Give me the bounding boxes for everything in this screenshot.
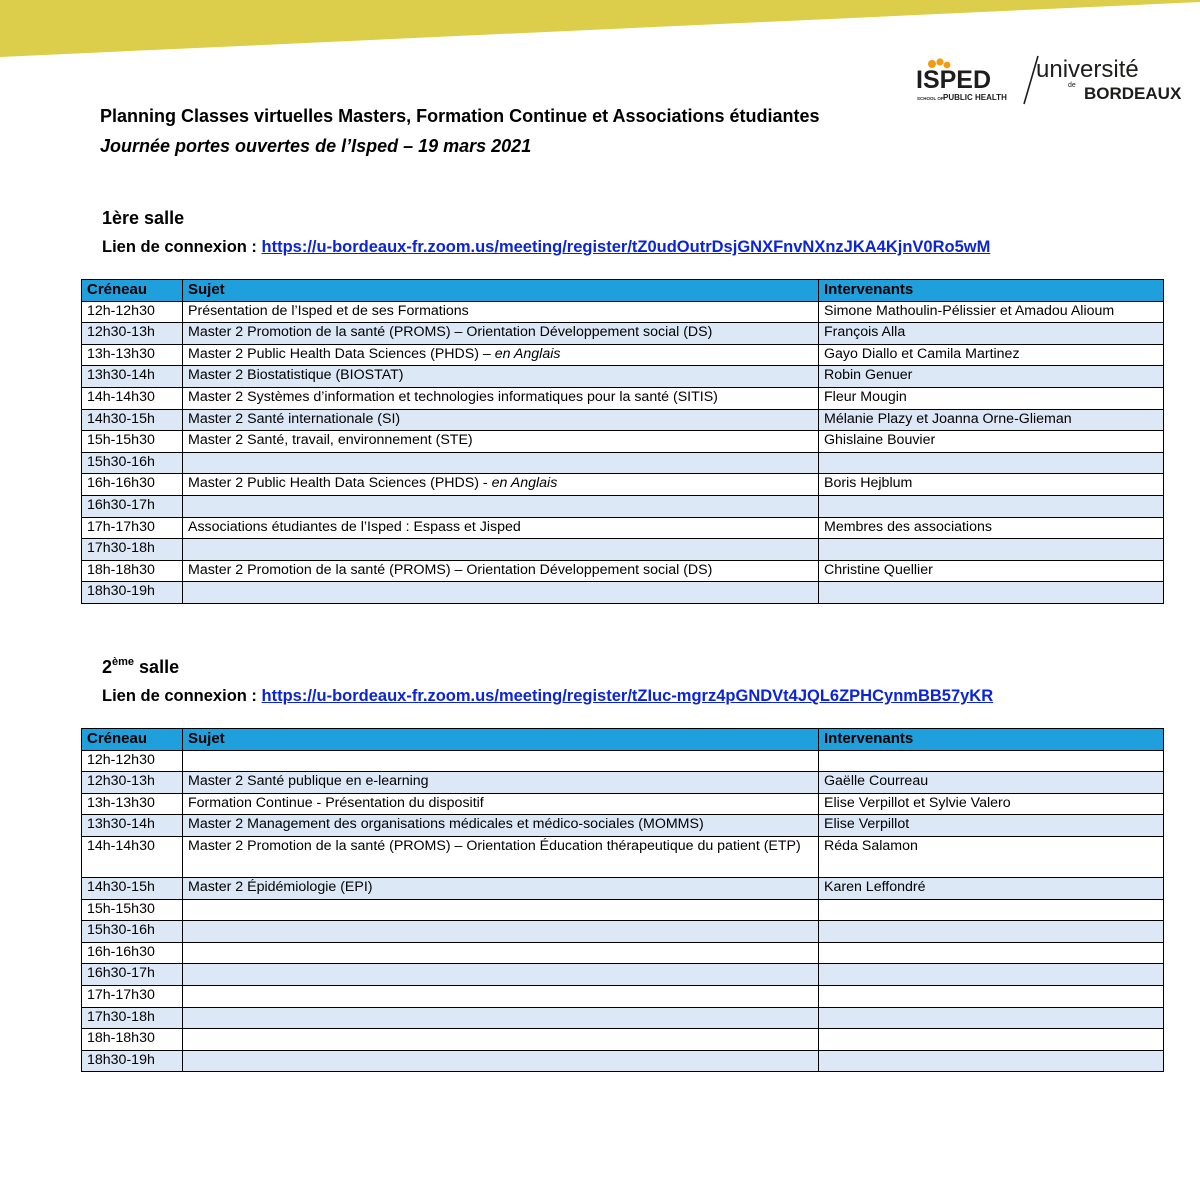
subject-cell xyxy=(183,1007,819,1029)
subject-cell xyxy=(183,582,819,604)
slot-cell: 13h30-14h xyxy=(82,366,183,388)
slot-cell: 12h30-13h xyxy=(82,323,183,345)
table-row xyxy=(82,409,1164,431)
slot-cell: 15h30-16h xyxy=(82,452,183,474)
subject-cell xyxy=(183,750,819,772)
table-row xyxy=(82,517,1164,539)
column-header-subject: Sujet xyxy=(183,729,819,751)
room-1-title: 1ère salle xyxy=(102,208,185,228)
table-row xyxy=(82,1050,1164,1072)
isped-wordmark: ISPED xyxy=(916,66,992,94)
subject-cell xyxy=(183,560,819,582)
table-row xyxy=(82,964,1164,986)
subject-cell xyxy=(183,964,819,986)
table-row xyxy=(82,495,1164,517)
subject-text: Master 2 Santé internationale (SI) xyxy=(188,410,401,427)
slot-cell: 18h-18h30 xyxy=(82,560,183,582)
subject-cell xyxy=(183,387,819,409)
subject-cell xyxy=(183,793,819,815)
subject-cell xyxy=(183,836,819,877)
subject-cell xyxy=(183,474,819,496)
table-row xyxy=(82,985,1164,1007)
subject-text: Associations étudiantes de l’Isped : Espass et Jisped xyxy=(188,518,521,535)
table-row xyxy=(82,539,1164,561)
subject-cell xyxy=(183,772,819,794)
subject-text: Master 2 Public Health Data Sciences (PHDS) - xyxy=(188,475,492,492)
speakers-cell xyxy=(819,899,1164,921)
subject-cell xyxy=(183,877,819,899)
speakers-cell: Gaëlle Courreau xyxy=(819,772,1164,794)
room-1-zoom-link[interactable]: https://u-bordeaux-fr.zoom.us/meeting/register/tZ0udOutrDsjGNXFnvNXnzJKA4KjnV0Ro5wM xyxy=(261,238,991,256)
subject-text: Master 2 Management des organisations médicales et médico-sociales (MOMMS) xyxy=(188,816,704,833)
page-subtitle: Journée portes ouvertes de l’Isped – 19 mars 2021 xyxy=(100,136,532,156)
slot-cell: 17h30-18h xyxy=(82,1007,183,1029)
subject-text: Master 2 Public Health Data Sciences (PHDS) – xyxy=(188,345,495,362)
subject-cell xyxy=(183,517,819,539)
slot-cell: 14h30-15h xyxy=(82,409,183,431)
slot-cell: 18h30-19h xyxy=(82,582,183,604)
table-row xyxy=(82,1007,1164,1029)
speakers-cell xyxy=(819,985,1164,1007)
room-2-link-label: Lien de connexion : xyxy=(102,687,257,705)
ub-line1: université xyxy=(1036,56,1139,83)
table-row xyxy=(82,750,1164,772)
table-row xyxy=(82,793,1164,815)
subject-cell xyxy=(183,452,819,474)
room-2-link-line xyxy=(102,685,993,707)
table-header-row xyxy=(82,729,1164,751)
speakers-cell: Boris Hejblum xyxy=(819,474,1164,496)
speakers-cell xyxy=(819,1029,1164,1051)
speakers-cell: Christine Quellier xyxy=(819,560,1164,582)
table-row xyxy=(82,1029,1164,1051)
slot-cell: 17h30-18h xyxy=(82,539,183,561)
subject-cell xyxy=(183,409,819,431)
table-row xyxy=(82,301,1164,323)
subject-cell xyxy=(183,899,819,921)
slot-cell: 12h30-13h xyxy=(82,772,183,794)
subject-cell xyxy=(183,539,819,561)
subject-text: Master 2 Systèmes d’information et technologies informatiques pour la santé (SITIS) xyxy=(188,388,718,405)
room-2-title: 2ème salle xyxy=(102,656,180,677)
table-row xyxy=(82,560,1164,582)
speakers-cell xyxy=(819,1007,1164,1029)
slot-cell: 17h-17h30 xyxy=(82,985,183,1007)
table-row xyxy=(82,344,1164,366)
logos xyxy=(912,54,1192,114)
column-header-subject: Sujet xyxy=(183,280,819,302)
speakers-cell: Fleur Mougin xyxy=(819,387,1164,409)
speakers-cell: Robin Genuer xyxy=(819,366,1164,388)
ub-line2: BORDEAUX xyxy=(1084,84,1182,103)
table-row xyxy=(82,877,1164,899)
page-title: Planning Classes virtuelles Masters, Formation Continue et Associations étudiantes xyxy=(100,106,820,126)
speakers-cell: Karen Leffondré xyxy=(819,877,1164,899)
subject-cell xyxy=(183,921,819,943)
table-header-row xyxy=(82,280,1164,302)
slot-cell: 16h-16h30 xyxy=(82,942,183,964)
slot-cell: 14h-14h30 xyxy=(82,387,183,409)
ub-de: de xyxy=(1068,82,1076,89)
speakers-cell: Ghislaine Bouvier xyxy=(819,431,1164,453)
table-row xyxy=(82,836,1164,877)
subject-text: Master 2 Promotion de la santé (PROMS) – Orientation Développement social (DS) xyxy=(188,561,713,578)
subject-text: Master 2 Promotion de la santé (PROMS) – Orientation Éducation thérapeutique du patient (ETP) xyxy=(188,837,801,854)
subject-cell xyxy=(183,323,819,345)
speakers-cell xyxy=(819,942,1164,964)
column-header-speakers: Intervenants xyxy=(819,280,1164,302)
slot-cell: 17h-17h30 xyxy=(82,517,183,539)
slot-cell: 15h-15h30 xyxy=(82,899,183,921)
slot-cell: 13h-13h30 xyxy=(82,793,183,815)
table-row xyxy=(82,582,1164,604)
subject-cell xyxy=(183,1029,819,1051)
column-header-slot: Créneau xyxy=(82,280,183,302)
subject-cell xyxy=(183,301,819,323)
slot-cell: 18h-18h30 xyxy=(82,1029,183,1051)
subject-text: Présentation de l’Isped et de ses Formations xyxy=(188,302,469,319)
column-header-slot: Créneau xyxy=(82,729,183,751)
speakers-cell: Gayo Diallo et Camila Martinez xyxy=(819,344,1164,366)
speakers-cell xyxy=(819,582,1164,604)
slot-cell: 14h-14h30 xyxy=(82,836,183,877)
subject-text: Master 2 Promotion de la santé (PROMS) – Orientation Développement social (DS) xyxy=(188,324,713,341)
speakers-cell: François Alla xyxy=(819,323,1164,345)
slot-cell: 15h30-16h xyxy=(82,921,183,943)
subject-cell xyxy=(183,1050,819,1072)
slot-cell: 13h30-14h xyxy=(82,815,183,837)
speakers-cell: Simone Mathoulin-Pélissier et Amadou Alioum xyxy=(819,301,1164,323)
speakers-cell xyxy=(819,964,1164,986)
slot-cell: 18h30-19h xyxy=(82,1050,183,1072)
subject-cell xyxy=(183,942,819,964)
speakers-cell xyxy=(819,539,1164,561)
slot-cell: 12h-12h30 xyxy=(82,301,183,323)
slot-cell: 16h30-17h xyxy=(82,495,183,517)
slot-cell: 13h-13h30 xyxy=(82,344,183,366)
subject-language-note: en Anglais xyxy=(494,345,561,362)
subject-cell xyxy=(183,495,819,517)
room-2-zoom-link[interactable]: https://u-bordeaux-fr.zoom.us/meeting/register/tZIuc-mgrz4pGNDVt4JQL6ZPHCynmBB57yKR xyxy=(261,687,994,705)
table-row xyxy=(82,323,1164,345)
subject-cell xyxy=(183,431,819,453)
slot-cell: 14h30-15h xyxy=(82,877,183,899)
subject-cell xyxy=(183,985,819,1007)
speakers-cell xyxy=(819,1050,1164,1072)
ub-logo xyxy=(1036,56,1182,103)
slot-cell: 16h-16h30 xyxy=(82,474,183,496)
subject-text: Master 2 Santé, travail, environnement (STE) xyxy=(188,432,473,449)
table-row xyxy=(82,431,1164,453)
speakers-cell: Mélanie Plazy et Joanna Orne-Glieman xyxy=(819,409,1164,431)
speakers-cell xyxy=(819,921,1164,943)
subject-text: Formation Continue - Présentation du dispositif xyxy=(188,794,484,811)
table-row xyxy=(82,921,1164,943)
isped-tagline-small: SCHOOL OF xyxy=(917,96,944,101)
table-row xyxy=(82,942,1164,964)
isped-tagline: PUBLIC HEALTH xyxy=(943,93,1007,102)
speakers-cell xyxy=(819,452,1164,474)
table-row xyxy=(82,387,1164,409)
room-2-schedule-table xyxy=(81,728,1164,1072)
speakers-cell xyxy=(819,750,1164,772)
subject-cell xyxy=(183,344,819,366)
subject-cell xyxy=(183,815,819,837)
slot-cell: 16h30-17h xyxy=(82,964,183,986)
subject-cell xyxy=(183,366,819,388)
table-row xyxy=(82,815,1164,837)
column-header-speakers: Intervenants xyxy=(819,729,1164,751)
subject-language-note: en Anglais xyxy=(491,475,558,492)
subject-text: Master 2 Épidémiologie (EPI) xyxy=(188,878,373,895)
slot-cell: 12h-12h30 xyxy=(82,750,183,772)
room-1-schedule-table xyxy=(81,279,1164,604)
speakers-cell: Membres des associations xyxy=(819,517,1164,539)
slot-cell: 15h-15h30 xyxy=(82,431,183,453)
table-row xyxy=(82,452,1164,474)
table-row xyxy=(82,366,1164,388)
speakers-cell: Réda Salamon xyxy=(819,836,1164,877)
speakers-cell: Elise Verpillot xyxy=(819,815,1164,837)
speakers-cell: Elise Verpillot et Sylvie Valero xyxy=(819,793,1164,815)
subject-text: Master 2 Biostatistique (BIOSTAT) xyxy=(188,367,404,384)
table-row xyxy=(82,899,1164,921)
subject-text: Master 2 Santé publique en e-learning xyxy=(188,773,429,790)
room-1-link-label: Lien de connexion : xyxy=(102,238,257,256)
room-1-link-line xyxy=(102,236,990,258)
table-row xyxy=(82,474,1164,496)
yellow-banner xyxy=(0,0,1200,60)
table-row xyxy=(82,772,1164,794)
page-heading xyxy=(100,104,900,158)
speakers-cell xyxy=(819,495,1164,517)
isped-logo xyxy=(916,58,1007,102)
